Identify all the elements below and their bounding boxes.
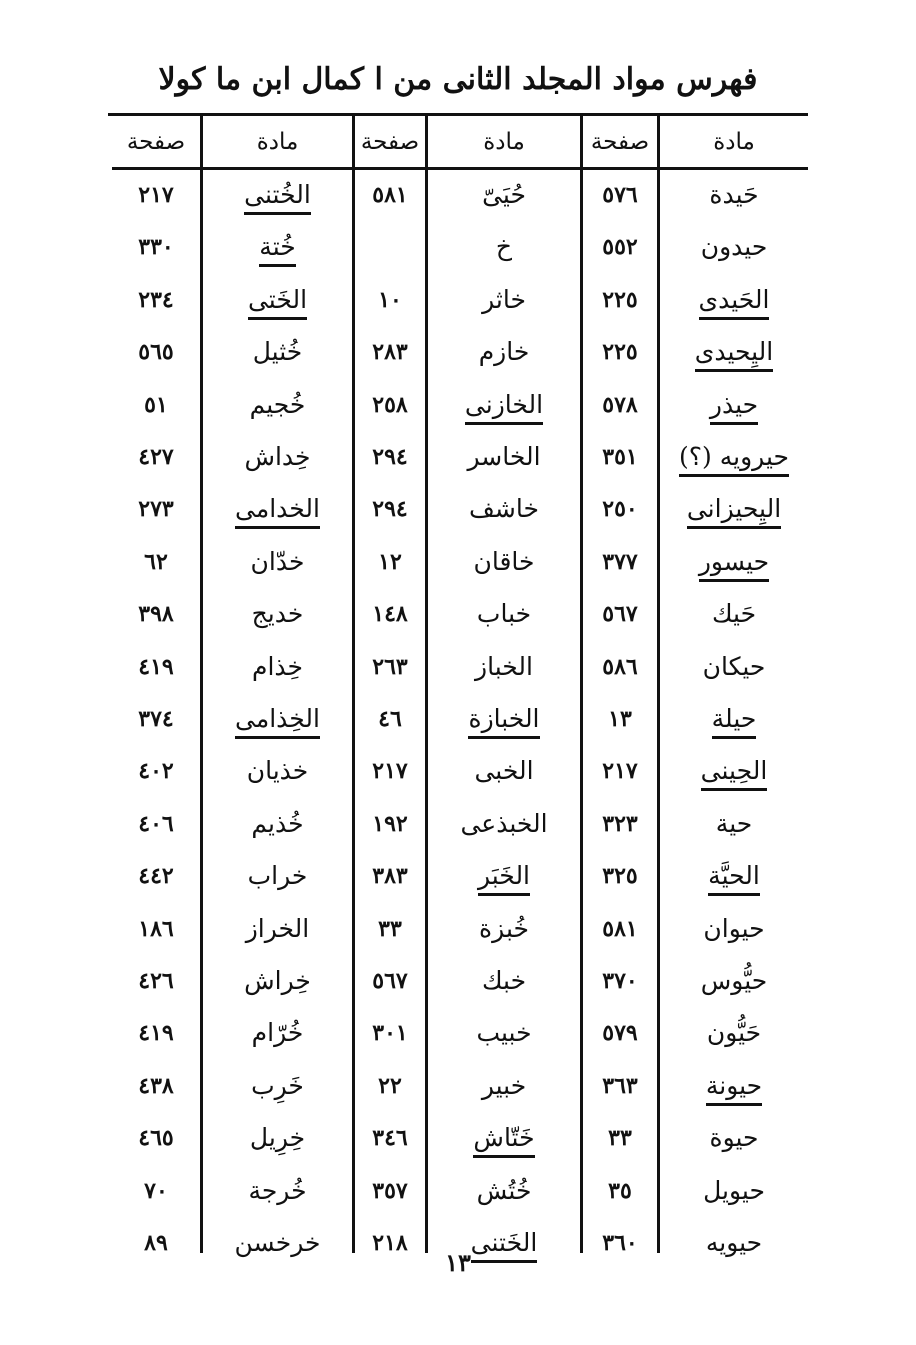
material-text: حيونة <box>706 1069 762 1106</box>
material-text: خُثيل <box>252 337 303 366</box>
entry-page: ٢٩٤ <box>372 444 408 470</box>
entry-page: ٧٠ <box>144 1178 168 1204</box>
entry-material <box>660 647 808 687</box>
entry-page: ٣٨٣ <box>372 863 408 889</box>
entry-page: ٤٤٢ <box>138 863 174 889</box>
material-text: خاشف <box>469 494 539 523</box>
entry-material <box>203 909 352 949</box>
entry-page: ١٩٢ <box>372 811 408 837</box>
material-text: خ <box>495 232 513 261</box>
material-text: خِذام <box>251 652 303 681</box>
entry-material <box>203 1118 352 1158</box>
entry-page: ٣٣٠ <box>138 234 174 260</box>
entry-material <box>660 804 808 844</box>
material-text: خَتّاش <box>473 1121 534 1158</box>
entry-material <box>660 751 808 791</box>
material-text: خبيب <box>476 1018 532 1047</box>
entry-page: ٤١٩ <box>138 1020 174 1046</box>
entry-page <box>355 227 425 267</box>
entry-material <box>203 804 352 844</box>
entry-material <box>428 1171 580 1211</box>
top-rule <box>108 113 808 116</box>
page-number: ١٣ <box>445 1248 471 1277</box>
material-text: خرخسن <box>234 1228 321 1257</box>
material-text: خديج <box>251 599 304 628</box>
material-text: حيوان <box>703 914 765 943</box>
entry-page: ٢٢٥ <box>602 287 638 313</box>
header-material: مادة <box>256 129 299 155</box>
entry-page: ١٤٨ <box>372 601 408 627</box>
entry-page: ٣٢٥ <box>602 863 638 889</box>
entry-material <box>428 1118 580 1158</box>
entry-material <box>428 437 580 477</box>
entry-material <box>428 699 580 739</box>
entry-material <box>660 1171 808 1211</box>
entry-page: ٢٥٨ <box>372 392 408 418</box>
entry-material <box>660 280 808 320</box>
material-text: حيرويه (؟) <box>679 440 789 477</box>
material-text: خُرّام <box>251 1018 304 1047</box>
material-text: خدّان <box>250 547 305 576</box>
material-text: الخَتنى <box>471 1226 538 1263</box>
entry-page: ١٣ <box>608 706 632 732</box>
entry-material <box>203 437 352 477</box>
material-text: خُبزة <box>479 914 529 943</box>
material-text: الحيَّة <box>708 859 760 896</box>
material-text: حيكان <box>702 652 766 681</box>
header-page: صفحة <box>126 129 186 155</box>
entry-material <box>428 227 580 267</box>
entry-material <box>428 909 580 949</box>
entry-material <box>660 489 808 529</box>
material-text: خبك <box>481 966 527 995</box>
entry-page: ٢٣٤ <box>138 287 174 313</box>
entry-page: ٥٥٢ <box>602 234 638 260</box>
material-text: خِداش <box>244 442 311 471</box>
entry-page: ٥٨١ <box>602 916 638 942</box>
material-text: الخاسر <box>467 442 541 471</box>
entry-material <box>203 332 352 372</box>
entry-page: ٤٠٦ <box>138 811 174 837</box>
entry-material <box>203 856 352 896</box>
entry-material <box>660 961 808 1001</box>
entry-material <box>660 699 808 739</box>
entry-page: ٨٩ <box>144 1230 168 1256</box>
entry-material <box>660 1066 808 1106</box>
entry-material <box>203 542 352 582</box>
material-text: اليِحيزانى <box>687 492 781 529</box>
entry-material <box>203 1066 352 1106</box>
entry-page: ٣٧٠ <box>602 968 638 994</box>
material-text: حُيَىّ <box>482 180 526 209</box>
entry-material <box>203 385 352 425</box>
material-text: حية <box>715 809 753 838</box>
entry-material <box>428 1013 580 1053</box>
entry-page: ٢١٧ <box>602 758 638 784</box>
entry-page: ٢٥٠ <box>602 496 638 522</box>
entry-page: ٣٩٨ <box>138 601 174 627</box>
material-text: حيوة <box>709 1123 759 1152</box>
entry-material <box>428 961 580 1001</box>
entry-page: ٣٥٧ <box>372 1178 408 1204</box>
entry-page: ٥٧٦ <box>602 182 638 208</box>
entry-material <box>660 1013 808 1053</box>
entry-page: ٢٨٣ <box>372 339 408 365</box>
entry-material <box>428 489 580 529</box>
entry-page: ٢٦٣ <box>372 654 408 680</box>
entry-page: ٥٨١ <box>372 182 408 208</box>
entry-material <box>428 385 580 425</box>
entry-material <box>428 1066 580 1106</box>
entry-material <box>203 594 352 634</box>
entry-page: ١٢ <box>378 549 402 575</box>
material-text: الخبازة <box>468 702 539 739</box>
entry-page: ٤٠٢ <box>138 758 174 784</box>
material-text: خذيان <box>246 756 309 785</box>
material-text: حيدون <box>700 232 768 261</box>
material-text: خُتُش <box>476 1176 532 1205</box>
header-material: مادة <box>713 129 755 155</box>
entry-material <box>428 647 580 687</box>
material-text: حَيدة <box>709 180 759 209</box>
material-text: حيويه <box>705 1228 763 1257</box>
material-text: الخَتى <box>248 283 307 320</box>
entry-page: ٤٢٦ <box>138 968 174 994</box>
material-text: خُجيم <box>249 390 306 419</box>
entry-material <box>203 227 352 267</box>
entry-page: ٣٣ <box>608 1125 632 1151</box>
entry-material <box>203 699 352 739</box>
entry-page: ٣٤٦ <box>372 1125 408 1151</box>
material-text: حيويل <box>703 1176 765 1205</box>
material-text: الخَبَر <box>478 859 530 896</box>
entry-page: ٤٦٥ <box>138 1125 174 1151</box>
entry-page: ٣٧٤ <box>138 706 174 732</box>
entry-page: ٥٦٥ <box>138 339 174 365</box>
page-title: فهرس مواد المجلد الثانى من ا كمال ابن ما كولا <box>158 62 758 97</box>
material-text: الخدامى <box>235 492 320 529</box>
entry-material <box>428 751 580 791</box>
entry-material <box>428 594 580 634</box>
entry-page: ٢٢ <box>378 1073 402 1099</box>
entry-page: ٤٦ <box>378 706 402 732</box>
material-text: حيذر <box>710 388 758 425</box>
entry-page: ٤٢٧ <box>138 444 174 470</box>
entry-material <box>203 280 352 320</box>
entry-page: ٣٣ <box>378 916 402 942</box>
material-text: حَيك <box>711 599 757 628</box>
entry-page: ٢٧٣ <box>138 496 174 522</box>
material-text: حيسور <box>699 545 769 582</box>
entry-page: ٢٢٥ <box>602 339 638 365</box>
entry-page: ٢١٧ <box>372 758 408 784</box>
entry-page: ٥٦٧ <box>372 968 408 994</box>
material-text: الحَيدى <box>699 283 770 320</box>
material-text: خَرِب <box>251 1071 304 1100</box>
material-text: حَيُّون <box>706 1018 762 1047</box>
entry-material <box>203 961 352 1001</box>
entry-material <box>428 175 580 215</box>
entry-page: ٥٧٩ <box>602 1020 638 1046</box>
entry-page: ٥٨٦ <box>602 654 638 680</box>
material-text: الخُتنى <box>244 178 311 215</box>
material-text: حيُّوس <box>700 966 768 995</box>
material-text: خاثر <box>482 285 526 314</box>
entry-page: ٢٩٤ <box>372 496 408 522</box>
entry-material <box>660 1118 808 1158</box>
entry-material <box>428 856 580 896</box>
material-text: خُتة <box>259 230 295 267</box>
entry-material <box>203 489 352 529</box>
material-text: خباب <box>476 599 532 628</box>
entry-page: ٥١ <box>144 392 168 418</box>
material-text: الخراز <box>245 914 310 943</box>
entry-material <box>428 804 580 844</box>
material-text: الخازنى <box>465 388 543 425</box>
material-text: خُذيم <box>251 809 304 838</box>
entry-material <box>428 280 580 320</box>
entry-material <box>428 542 580 582</box>
entry-material <box>660 594 808 634</box>
entry-material <box>203 1171 352 1211</box>
entry-material <box>203 751 352 791</box>
entry-material <box>428 332 580 372</box>
entry-material <box>660 385 808 425</box>
header-rule <box>112 167 808 170</box>
material-text: الخِذامى <box>235 702 320 739</box>
entry-material <box>660 227 808 267</box>
entry-material <box>660 909 808 949</box>
material-text: خاقان <box>473 547 535 576</box>
entry-material <box>660 437 808 477</box>
entry-material <box>203 175 352 215</box>
material-text: خازم <box>478 337 530 366</box>
entry-material <box>203 647 352 687</box>
entry-page: ٢١٧ <box>138 182 174 208</box>
entry-page: ٤١٩ <box>138 654 174 680</box>
entry-page: ٥٦٧ <box>602 601 638 627</box>
header-material: مادة <box>483 129 525 155</box>
entry-page: ١٠ <box>378 287 402 313</box>
entry-page: ٣٢٣ <box>602 811 638 837</box>
material-text: الحِينى <box>701 754 768 791</box>
entry-page: ٦٢ <box>144 549 168 575</box>
material-text: خُرجة <box>248 1176 307 1205</box>
entry-page: ٥٧٨ <box>602 392 638 418</box>
entry-page: ٣٦٣ <box>602 1073 638 1099</box>
material-text: خِراش <box>244 966 311 995</box>
entry-page: ٣٥ <box>608 1178 632 1204</box>
entry-material <box>660 856 808 896</box>
material-text: الخبذعى <box>460 809 548 838</box>
material-text: خِرِيل <box>249 1123 306 1152</box>
entry-material <box>660 175 808 215</box>
material-text: الخبى <box>474 756 534 785</box>
entry-material <box>203 1013 352 1053</box>
entry-page: ٣٠١ <box>372 1020 408 1046</box>
material-text: اليِحيدى <box>695 335 773 372</box>
entry-material <box>660 332 808 372</box>
material-text: خبير <box>481 1071 527 1100</box>
material-text: حيلة <box>712 702 757 739</box>
entry-material <box>660 542 808 582</box>
material-text: خراب <box>247 861 308 890</box>
header-page: صفحة <box>590 129 650 155</box>
material-text: الخباز <box>475 652 533 681</box>
entry-page: ٣٦٠ <box>602 1230 638 1256</box>
entry-page: ٢١٨ <box>372 1230 408 1256</box>
entry-page: ٣٧٧ <box>602 549 638 575</box>
entry-page: ١٨٦ <box>138 916 174 942</box>
entry-page: ٤٣٨ <box>138 1073 174 1099</box>
header-page: صفحة <box>360 129 420 155</box>
entry-page: ٣٥١ <box>602 444 638 470</box>
